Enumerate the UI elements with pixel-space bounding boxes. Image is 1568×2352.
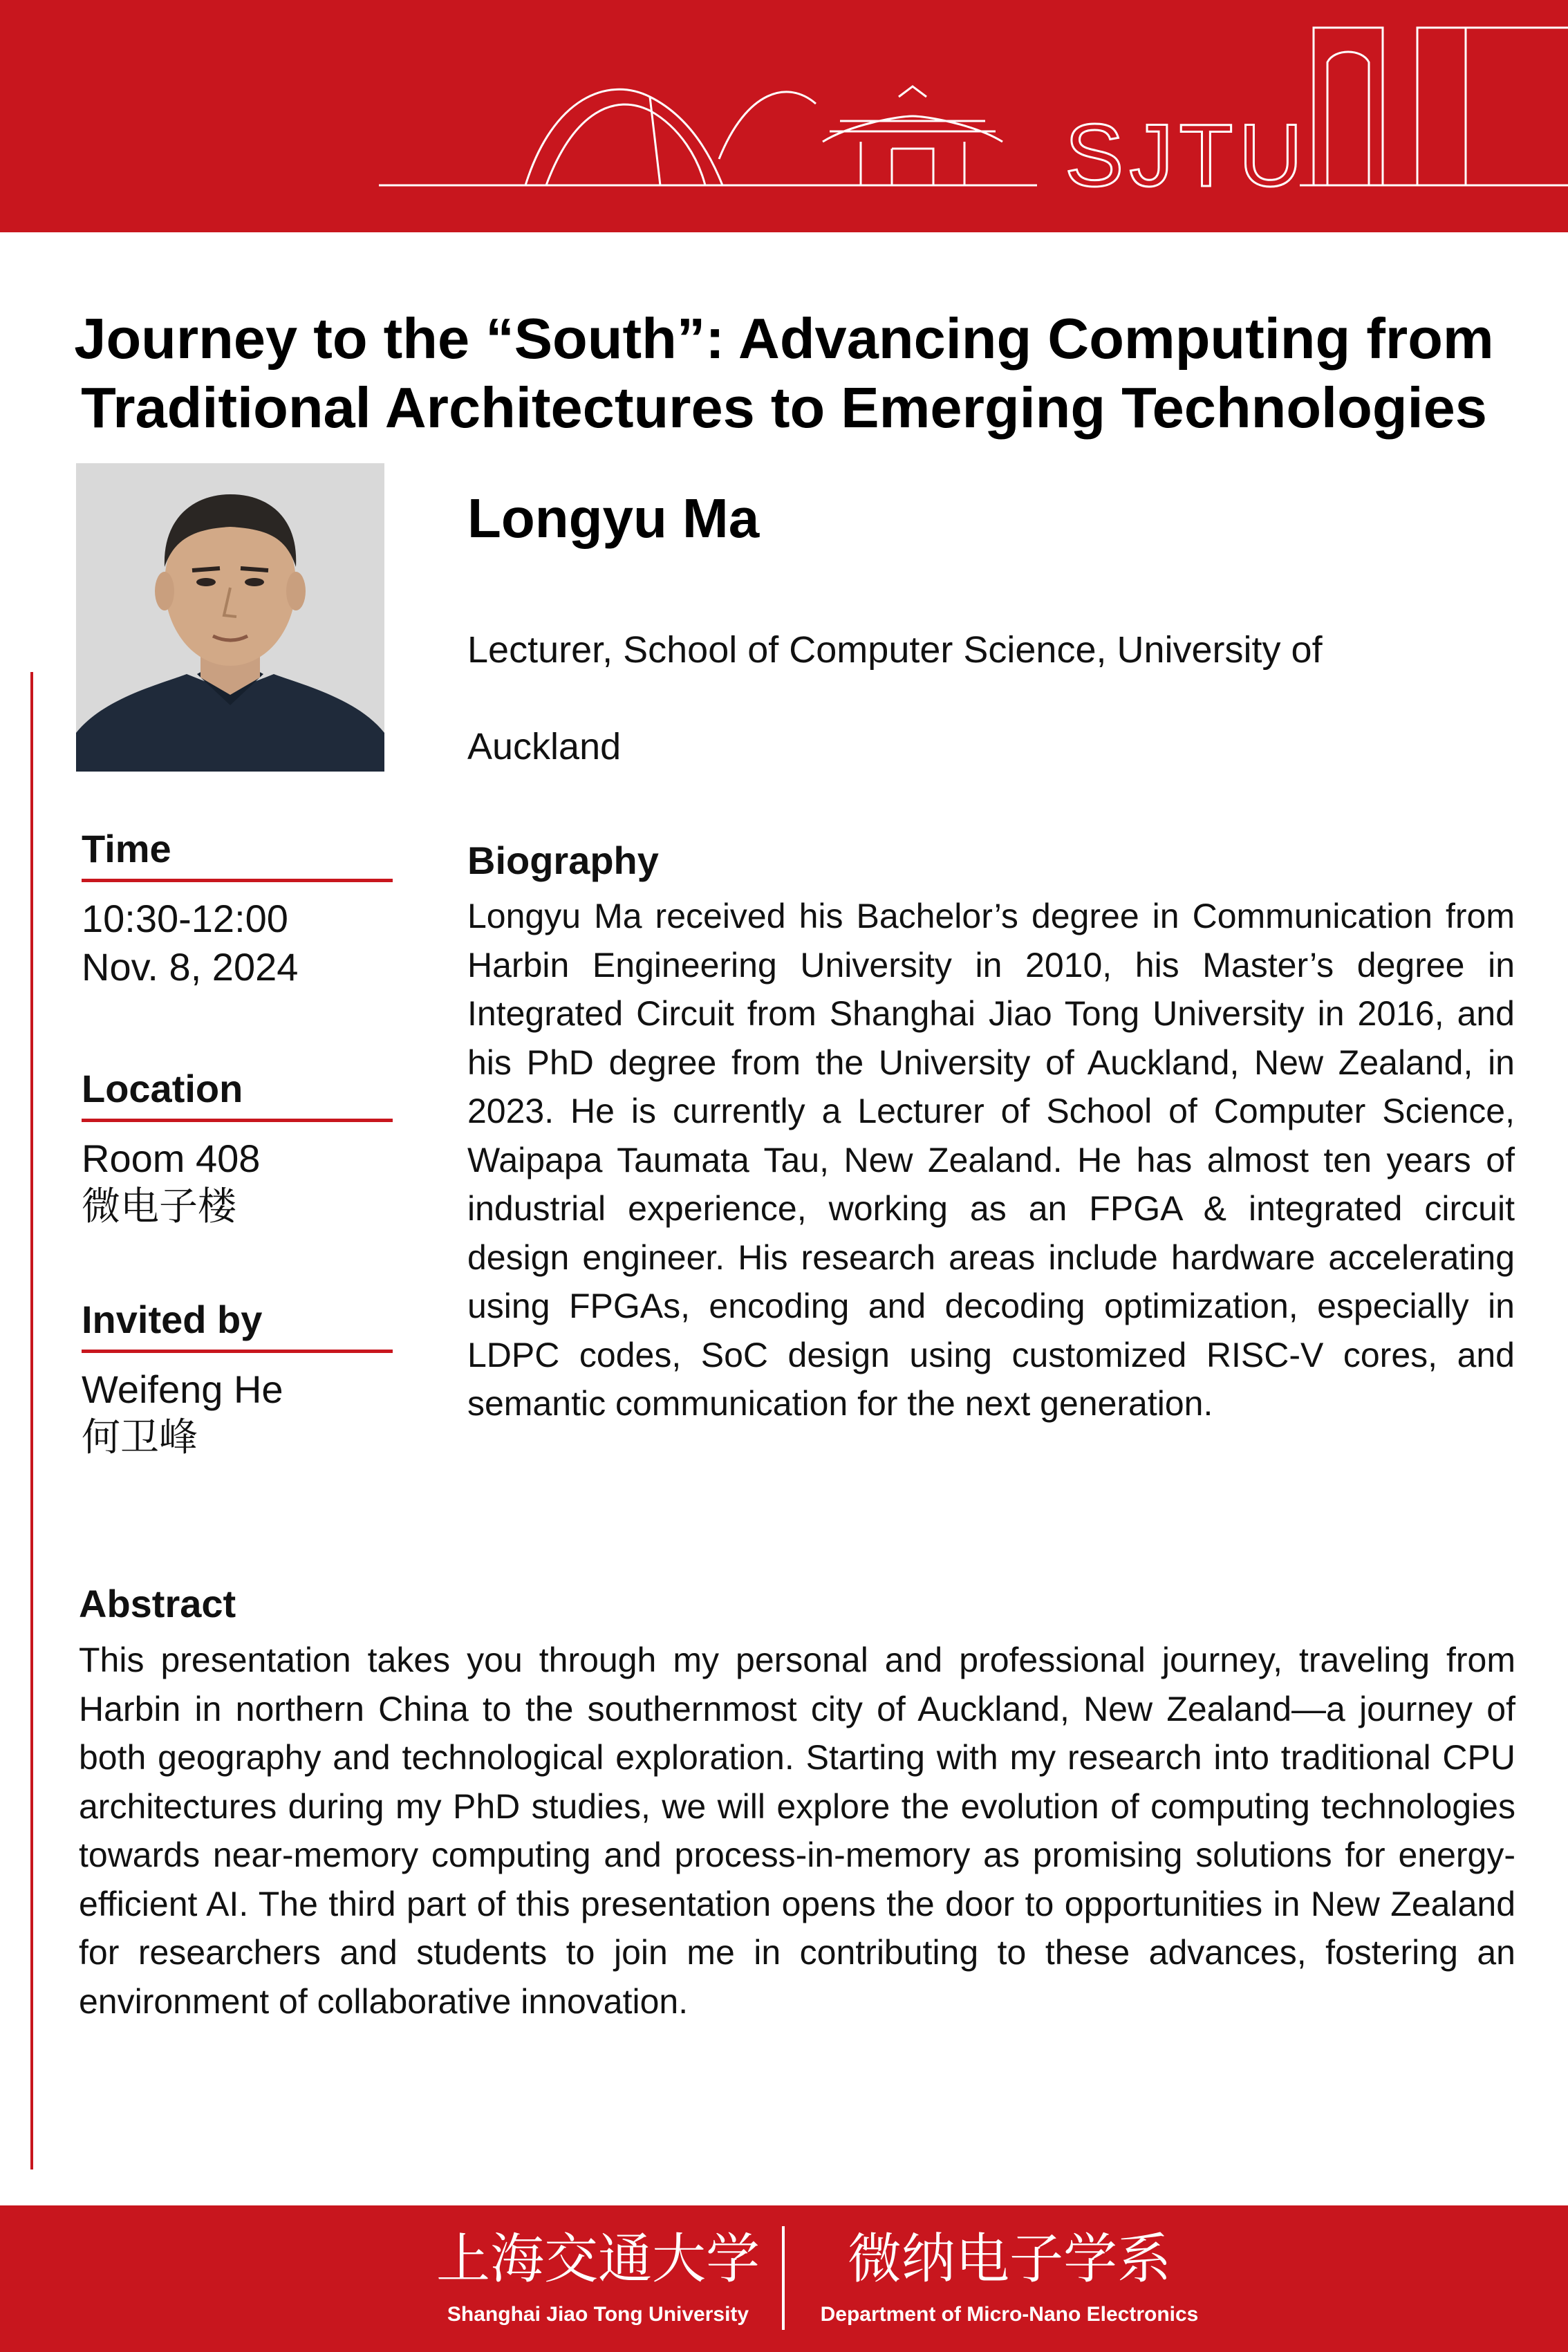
time-value: [82, 895, 393, 991]
abstract-heading: Abstract: [79, 1582, 236, 1625]
location-label: Location: [82, 1065, 393, 1122]
biography-text: Longyu Ma received his Bachelor’s degree in Communication from Harbin Engineering University in 2010, his Master’s degree in Integrated Circuit from Shanghai Jiao Tong University in 2016, and his PhD degree from the University of Auckland, New Zealand, in 2023. He is currently a Lecturer of School of Computer Science, Waipapa Taumata Tau, New Zealand. He has almost ten years of industrial experience, working as an FPGA & integrated circuit design engineer. His research areas include hardware accelerating using FPGAs, encoding and decoding optimization, especially in LDPC codes, SoC design using customized RISC-V cores, and semantic communication for the next generation.: [467, 897, 1515, 1423]
time-range: 10:30-12:00: [82, 897, 288, 940]
date-value: Nov. 8, 2024: [82, 945, 299, 989]
time-label: Time: [82, 825, 393, 882]
abstract-text: This presentation takes you through my personal and professional journey, traveling from Harbin in northern China to the southernmost city of Auckland, New Zealand—a journey of both geography and technological exploration. Starting with my research into traditional CPU architectures during my PhD studies, we will explore the evolution of computing technologies towards near-memory computing and process-in-memory as promising solutions for energy-efficient AI. The third part of this presentation opens the door to opportunities in New Zealand for researchers and students to join me in contributing to these advances, fostering an environment of collaborative innovation.: [79, 1641, 1515, 2021]
footer-department-en: Department of Micro-Nano Electronics: [820, 2303, 1199, 2326]
talk-title: [21, 304, 1547, 442]
speaker-portrait-image: [76, 463, 384, 772]
talk-title-line2: Traditional Architectures to Emerging Technologies: [81, 375, 1487, 440]
speaker-affiliation-line1: Lecturer, School of Computer Science, University of: [467, 629, 1323, 671]
footer-department-cn: 微纳电子学系: [847, 2228, 1171, 2290]
location-building: 微电子楼: [82, 1184, 236, 1229]
invited-section: [82, 1296, 393, 1462]
left-accent-rule: [30, 672, 33, 2169]
footer-university-cn: 上海交通大学: [436, 2228, 760, 2290]
sjtu-logo-text: SJTU: [1065, 106, 1308, 205]
footer-band: [0, 2205, 1568, 2352]
location-section: [82, 1065, 393, 1231]
footer-divider: [782, 2226, 785, 2330]
invited-name-en: Weifeng He: [82, 1368, 283, 1411]
header-band: [0, 0, 1568, 232]
time-section: [82, 825, 393, 991]
speaker-affiliation: [467, 601, 1435, 795]
speaker-photo: [76, 463, 384, 772]
invited-label: Invited by: [82, 1296, 393, 1353]
location-value: [82, 1135, 393, 1231]
speaker-affiliation-line2: Auckland: [467, 726, 622, 767]
footer-department: [802, 2225, 1217, 2328]
biography-heading: Biography: [467, 839, 659, 882]
footer-university-en: Shanghai Jiao Tong University: [447, 2303, 749, 2326]
location-room: Room 408: [82, 1137, 261, 1180]
footer-university: [436, 2225, 760, 2328]
sjtu-logo-lineart: [0, 0, 1568, 232]
speaker-name: Longyu Ma: [467, 487, 760, 549]
invited-value: [82, 1365, 393, 1462]
invited-name-cn: 何卫峰: [82, 1415, 198, 1460]
talk-title-line1: Journey to the “South”: Advancing Computing from: [74, 306, 1494, 371]
